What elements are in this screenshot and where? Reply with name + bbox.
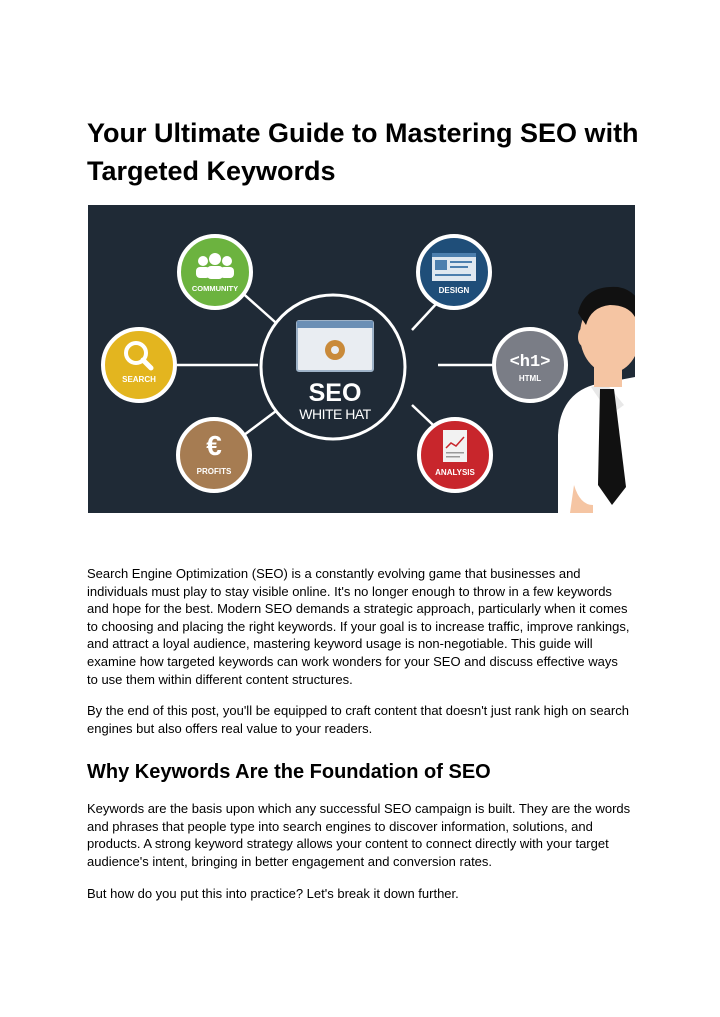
practice-paragraph: But how do you put this into practice? Let's break it down further. — [87, 886, 459, 901]
report-icon — [443, 430, 467, 462]
keywords-paragraph: Keywords are the basis upon which any successful SEO campaign is built. They are the words and phrases that people type into search engines to discover information, solutions, and products. A strong keyword strategy allows your content to connect directly with your target audience's intent, bringing in better engagement and conversion rates. — [87, 801, 631, 869]
section-heading: Why Keywords Are the Foundation of SEO — [87, 761, 491, 783]
seo-center-node — [261, 295, 405, 439]
seo-white-hat-illustration — [88, 205, 635, 513]
search-node — [103, 329, 175, 401]
community-node — [179, 236, 251, 308]
intro-paragraph: Search Engine Optimization (SEO) is a constantly evolving game that businesses and individuals must play to stay visible online. It's no longer enough to throw in a few keywords and hope for the best. Modern SEO demands a strategic approach, particularly when it comes to choosing and placing the right keywords. If your goal is to increase traffic, improve rankings, and attract a loyal audience, mastering keyword usage is non-negotiable. This guide will examine how targeted keywords can work wonders for your SEO and discuss effective ways to use them within different content structures. — [87, 566, 630, 687]
euro-icon: € — [206, 430, 222, 461]
analysis-node — [419, 419, 491, 491]
html-label: HTML — [518, 374, 542, 383]
seo-center-title: SEO — [308, 379, 362, 407]
profits-label: PROFITS — [196, 467, 232, 476]
html-tag-icon: <h1> — [509, 353, 551, 372]
html-node — [494, 329, 566, 401]
search-label: SEARCH — [122, 375, 156, 384]
profits-node — [178, 419, 250, 491]
design-node — [418, 236, 490, 308]
seo-center-subtitle: WHITE HAT — [299, 406, 371, 422]
page-title: Your Ultimate Guide to Mastering SEO with Targeted Keywords — [87, 118, 639, 186]
analysis-label: ANALYSIS — [435, 468, 475, 477]
hero-image — [88, 205, 635, 513]
outcome-paragraph: By the end of this post, you'll be equipped to craft content that doesn't just rank high on search engines but also offers real value to your readers. — [87, 703, 629, 736]
design-label: DESIGN — [438, 286, 470, 295]
community-label: COMMUNITY — [191, 284, 239, 293]
layout-icon — [432, 253, 476, 281]
